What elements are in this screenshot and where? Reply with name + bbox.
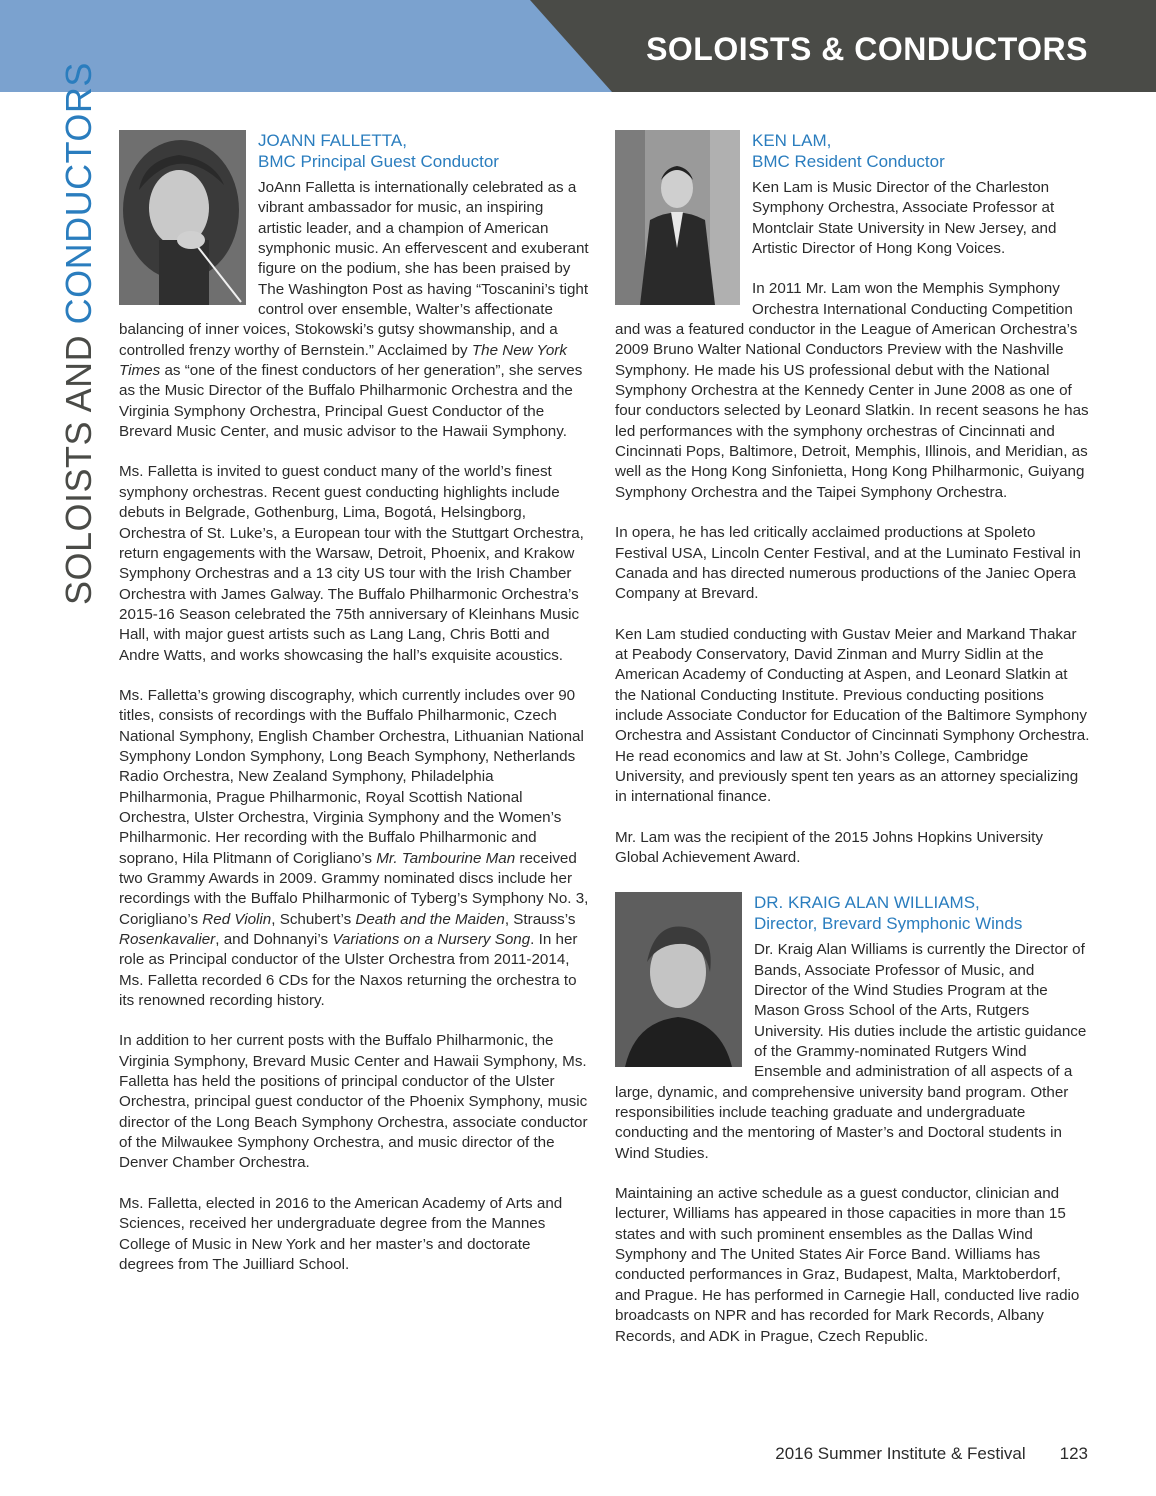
falletta-role: BMC Principal Guest Conductor <box>258 152 499 171</box>
williams-bio-paragraph-2: Maintaining an active schedule as a guest conductor, clinician and lecturer, Williams has appeared in those capacities in more than 15 states and with such prominent ensembles as the Dallas Wind Symphony and The United States Air Force Band. Williams has conducted performances in Graz, Budapest, Malta, Marktoberdorf, and Prague. He has performed in Carnegie Hall, conducted live radio broadcasts on NPR and has recorded for Mark Records, Albany Records, and ADK in Prague, Czech Republic. <box>615 1185 1080 1345</box>
lam-bio-paragraph-1: Ken Lam is Music Director of the Charleston Symphony Orchestra, Associate Professor at Montclair State University in New Jersey, and Artistic Director of Hong Kong Voices. <box>752 179 1057 258</box>
lam-photo <box>615 130 740 305</box>
falletta-bio-paragraph-5: Ms. Falletta, elected in 2016 to the American Academy of Arts and Sciences, received her undergraduate degree from the Mannes College of Music in New York and her master’s and doctorate degrees from The Juilliard School. <box>119 1194 563 1273</box>
left-column <box>119 130 589 1295</box>
sidebar-title-part2: CONDUCTORS <box>58 62 99 325</box>
williams-photo <box>615 892 742 1067</box>
sidebar-title-part1: SOLOISTS AND <box>58 324 99 605</box>
falletta-bio-paragraph-2: Ms. Falletta is invited to guest conduct many of the world’s finest symphony orchestras. Recent guest conducting highlights include debuts in Belgrade, Gothenburg, Lima, Bogotá, Helsingborg, Orchestra of St. Luke’s, a European tour with the Stuttgart Orchestra, return engagements with the Warsaw, Detroit, Phoenix, and Krakow Symphony Orchestras and a 13 city US tour with the Irish Chamber Orchestra with James Galway. The Buffalo Philharmonic Orchestra’s 2015-16 Season celebrated the 75th anniversary of Kleinhans Music Hall, with major guest artists such as Lang Lang, Chris Botti and Andre Watts, and works showcasing the hall’s exquisite acoustics. <box>119 463 584 664</box>
lam-bio-paragraph-3: In opera, he has led critically acclaimed productions at Spoleto Festival USA, Lincoln Center Festival, and at the Luminato Festival in Canada and has directed numerous productions of the Janiec Opera Company at Brevard. <box>615 524 1081 603</box>
page-title: SOLOISTS & CONDUCTORS <box>646 31 1088 67</box>
falletta-bio-paragraph-3: Ms. Falletta’s growing discography, which currently includes over 90 titles, consists of recordings with the Buffalo Philharmonic, Czech National Symphony, English Chamber Orchestra, Lithuanian National Symphony London Symphony, Long Beach Symphony, Netherlands Radio Orchestra, New Zealand Symphony, Philadelphia Philharmonia, Prague Philharmonic, Royal Scottish National Orchestra, Ulster Orchestra, Virginia Symphony and the Women’s Philharmonic. Her recording with the Buffalo Philharmonic and soprano, Hila Plitmann of Corigliano’s Mr. Tambourine Man received two Grammy Awards in 2009. Grammy nominated discs include her recordings with the Buffalo Philharmonic of Tyberg’s Symphony No. 3, Corigliano’s Red Violin, Schubert’s Death and the Maiden, Strauss’s Rosenkavalier, and Dohnanyi’s Variations on a Nursery Song. In her role as Principal conductor of the Ulster Orchestra from 2011-2014, Ms. Falletta recorded 6 CDs for the Naxos returning the orchestra to its renowned recording history. <box>119 686 589 1010</box>
falletta-photo <box>119 130 246 305</box>
falletta-bio-paragraph-1: JoAnn Falletta is internationally celebrated as a vibrant ambassador for music, an inspiring artistic leader, and a champion of American symphonic music. An effervescent and exuberant figure on the podium, she has been praised by The Washington Post as having “Toscanini’s tight control over ensemble, Walter’s affectionate balancing of inner voices, Stokowski’s gutsy showmanship, and a controlled frenzy worthy of Bernstein.” Acclaimed by The New York Times as “one of the finest conductors of her generation”, she serves as the Music Director of the Buffalo Philharmonic Orchestra and the Virginia Symphony Orchestra, Principal Guest Conductor of the Brevard Music Center, and music advisor to the Hawaii Symphony. <box>119 179 589 441</box>
falletta-name: JOANN FALLETTA, <box>258 131 407 150</box>
publication-title: 2016 Summer Institute & Festival <box>775 1444 1026 1463</box>
falletta-bio-paragraph-4: In addition to her current posts with the Buffalo Philharmonic, the Virginia Symphony, Brevard Music Center and Hawaii Symphony, Ms. Falletta has held the positions of principal conductor of the Ulster Orchestra, principal guest conductor of the Phoenix Symphony, music director of the Long Beach Symphony Orchestra, associate conductor of the Milwaukee Symphony Orchestra, and music director of the Denver Chamber Orchestra. <box>119 1032 588 1172</box>
lam-bio-paragraph-5: Mr. Lam was the recipient of the 2015 Johns Hopkins University Global Achievement Award. <box>615 828 1043 866</box>
sidebar-title <box>58 62 100 605</box>
lam-name: KEN LAM, <box>752 131 832 150</box>
williams-bio-paragraph-1: Dr. Kraig Alan Williams is currently the Director of Bands, Associate Professor of Music, and Director of the Wind Studies Program at the Mason Gross School of the Arts, Rutgers University. His duties include the artistic guidance of the Grammy-nominated Rutgers Wind Ensemble and administration of all aspects of a large, dynamic, and comprehensive university band program. Other responsibilities include teaching graduate and undergraduate conducting and the mentoring of Master’s and Doctoral students in Wind Studies. <box>615 941 1087 1162</box>
lam-bio-paragraph-4: Ken Lam studied conducting with Gustav Meier and Markand Thakar at Peabody Conservatory, David Zinman and Murry Sidlin at the American Academy of Conducting at Aspen, and Leonard Slatkin at the National Conducting Institute. Previous conducting positions include Associate Conductor for Education of the Baltimore Symphony Orchestra and Assistant Conductor of Cincinnati Symphony Orchestra. He read economics and law at St. John’s College, Cambridge University, and previously spent ten years as an attorney specializing in international finance. <box>615 625 1090 806</box>
lam-bio-paragraph-2: In 2011 Mr. Lam won the Memphis Symphony Orchestra International Conducting Competition and was a featured conductor in the League of American Orchestra’s 2009 Bruno Walter National Conductors Preview with the Nashville Symphony. He made his US professional debut with the National Symphony Orchestra at the Kennedy Center in June 2008 as one of four conductors selected by Leonard Slatkin. In recent seasons he has led performances with the symphony orchestras of Cincinnati and Cincinnati Pops, Baltimore, Detroit, Memphis, Illinois, and Meridian, as well as the Hong Kong Sinfonietta, Hong Kong Philharmonic, Guiyang Symphony Orchestra and the Taipei Symphony Orchestra. <box>615 280 1089 501</box>
page-number: 123 <box>1059 1444 1088 1463</box>
williams-name: DR. KRAIG ALAN WILLIAMS, <box>754 893 980 913</box>
right-column <box>615 130 1090 1367</box>
williams-role: Director, Brevard Symphonic Winds <box>754 914 1023 934</box>
lam-role: BMC Resident Conductor <box>752 152 945 171</box>
page-footer <box>775 1444 1088 1464</box>
